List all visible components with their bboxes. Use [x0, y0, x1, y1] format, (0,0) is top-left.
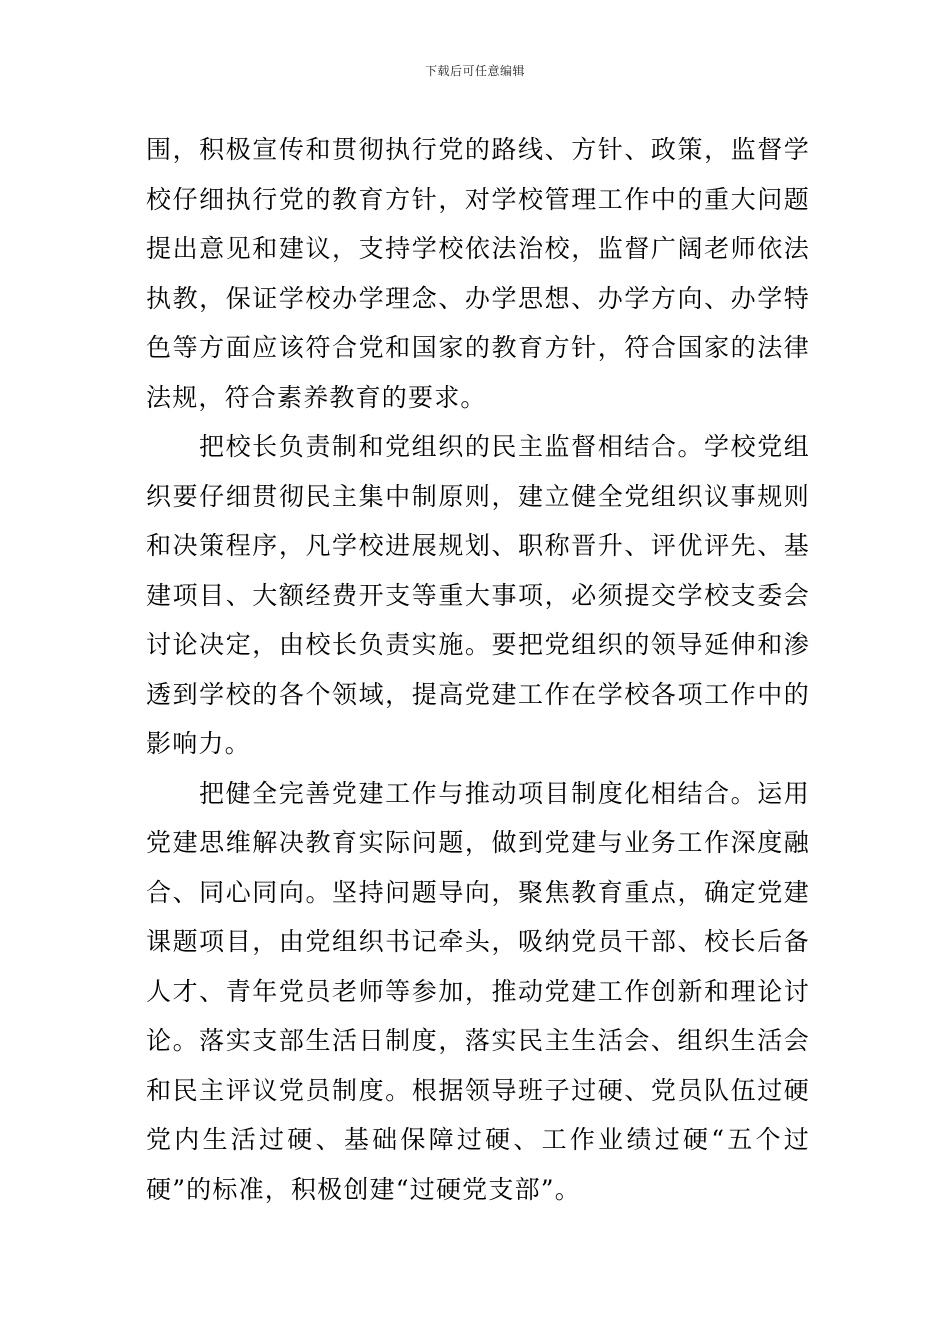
paragraph-2: 把校长负责制和党组织的民主监督相结合。学校党组织要仔细贯彻民主集中制原则，建立健全党组织议事规则和决策程序，凡学校进展规划、职称晋升、评优评先、基建项目、大额经费开支等重大事项，必须提交学校支委会讨论决定，由校长负责实施。要把党组织的领导延伸和渗透到学校的各个领域，提高党建工作在学校各项工作中的影响力。	[146, 432, 810, 758]
document-body	[146, 125, 810, 1214]
paragraph-3: 把健全完善党建工作与推动项目制度化相结合。运用党建思维解决教育实际问题，做到党建与业务工作深度融合、同心同向。坚持问题导向，聚焦教育重点，确定党建课题项目，由党组织书记牵头，吸纳党员干部、校长后备人才、青年党员老师等参加，推动党建工作创新和理论讨论。落实支部生活日制度，落实民主生活会、组织生活会和民主评议党员制度。根据领导班子过硬、党员队伍过硬党内生活过硬、基础保障过硬、工作业绩过硬“五个过硬”的标准，积极创建“过硬党支部”。	[146, 778, 810, 1204]
paragraph-1: 围，积极宣传和贯彻执行党的路线、方针、政策，监督学校仔细执行党的教育方针，对学校管理工作中的重大问题提出意见和建议，支持学校依法治校，监督广阔老师依法执教，保证学校办学理念、办学思想、办学方向、办学特色等方面应该符合党和国家的教育方针，符合国家的法律法规，符合素养教育的要求。	[146, 135, 810, 412]
page-header: 下载后可任意编辑	[424, 64, 525, 78]
